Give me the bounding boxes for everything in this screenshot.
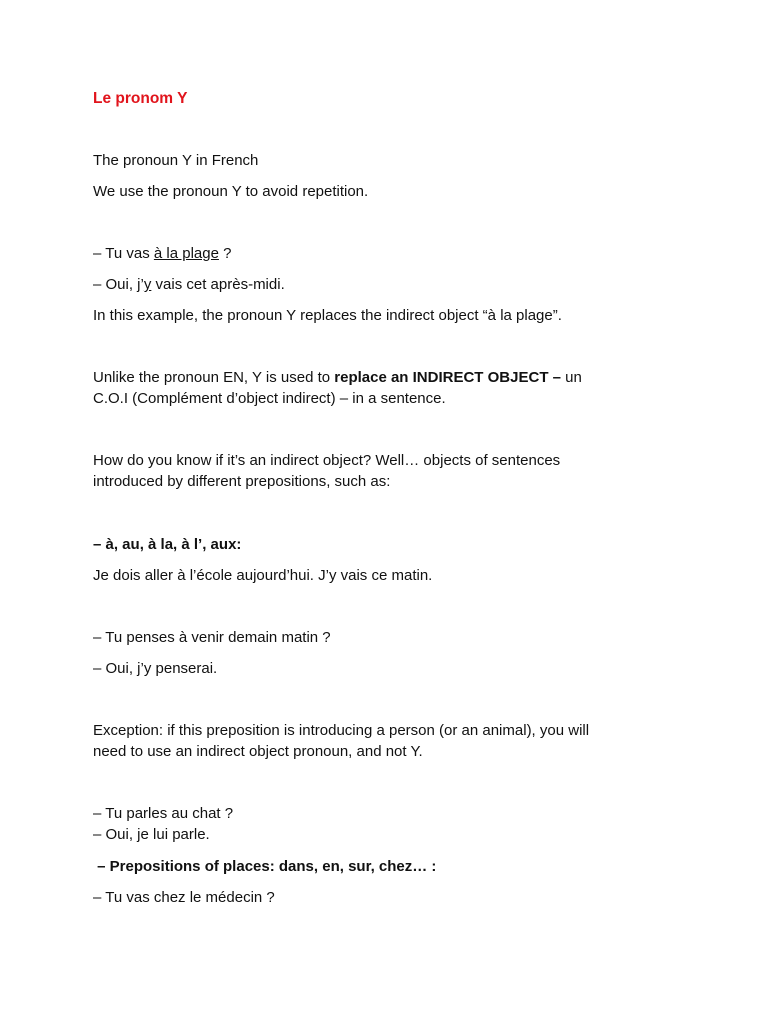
answer-suffix: vais cet après-midi.	[151, 276, 285, 293]
unlike-bold: replace an INDIRECT OBJECT –	[334, 369, 561, 386]
preposition-answer-1: – Oui, j’y penserai.	[93, 660, 218, 677]
preposition-question-1: – Tu penses à venir demain matin ?	[93, 629, 331, 646]
intro-line-2: We use the pronoun Y to avoid repetition.	[93, 183, 369, 200]
unlike-prefix: Unlike the pronoun EN, Y is used to	[93, 369, 335, 386]
example-question	[93, 243, 693, 264]
exception-answer: – Oui, je lui parle.	[93, 826, 210, 843]
exception-question: – Tu parles au chat ?	[93, 805, 234, 822]
unlike-line-1	[93, 367, 693, 388]
unlike-line-2: C.O.I (Complément d’object indirect) – in a sentence.	[93, 390, 446, 407]
answer-underlined: y	[143, 276, 152, 293]
exception-line-2: need to use an indirect object pronoun, and not Y.	[93, 743, 423, 760]
question-suffix: ?	[218, 245, 232, 262]
example-answer	[93, 274, 693, 295]
how-line-2: introduced by different prepositions, such as:	[93, 473, 391, 490]
document-title: Le pronom Y	[93, 90, 188, 107]
preposition-heading-1: – à, au, à la, à l’, aux:	[93, 536, 242, 553]
exception-line-1: Exception: if this preposition is introducing a person (or an animal), you will	[93, 722, 590, 739]
preposition-heading-2: – Prepositions of places: dans, en, sur, chez… :	[93, 858, 437, 875]
preposition-question-2: – Tu vas chez le médecin ?	[93, 889, 275, 906]
how-line-1: How do you know if it’s an indirect object? Well… objects of sentences	[93, 452, 561, 469]
preposition-example-1: Je dois aller à l’école aujourd’hui. J’y vais ce matin.	[93, 567, 433, 584]
intro-line-1: The pronoun Y in French	[93, 152, 259, 169]
example-explanation: In this example, the pronoun Y replaces the indirect object “à la plage”.	[93, 307, 562, 324]
answer-prefix: – Oui, j’	[93, 276, 144, 293]
unlike-suffix: un	[561, 369, 582, 386]
question-prefix: – Tu vas	[93, 245, 154, 262]
question-underlined: à la plage	[153, 245, 219, 262]
